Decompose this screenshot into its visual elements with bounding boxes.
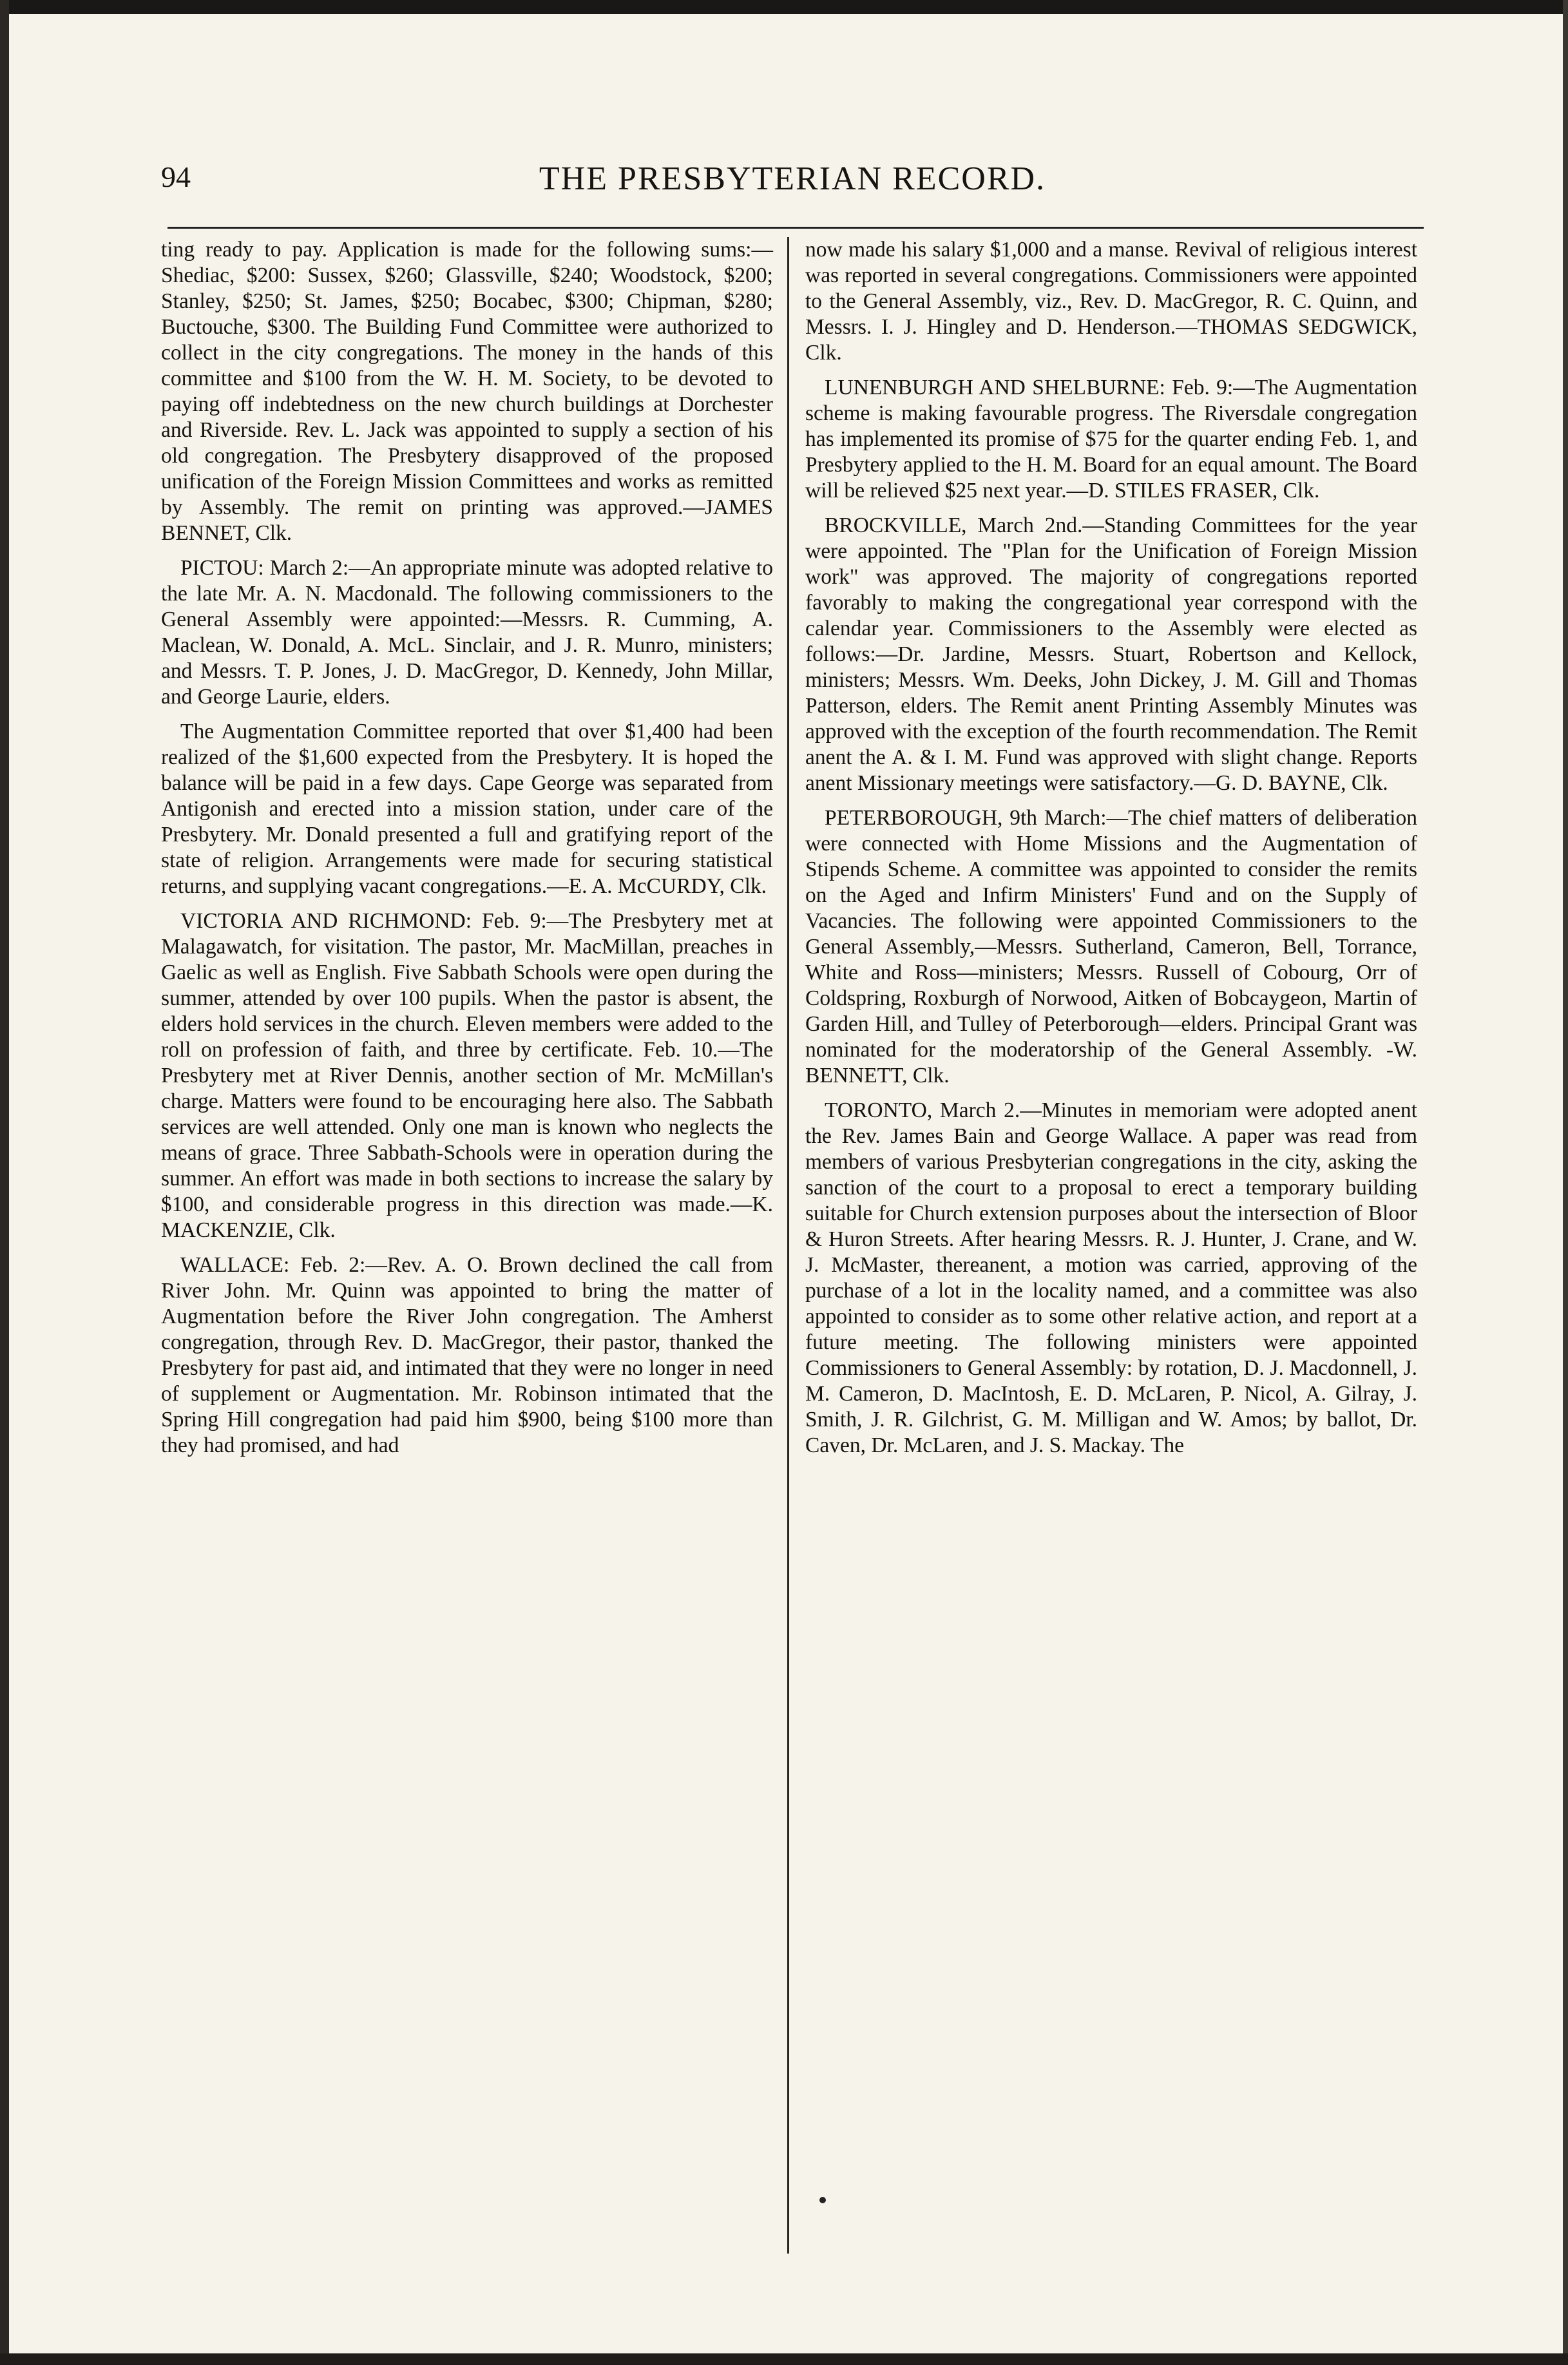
paragraph-continued: ting ready to pay. Application is made for the following sums:—Shediac, $200: Sussex, $260; Glassville, $240; Woodstock, $200; Stanley, $250; St. James, $250; Bocabec, $300; Chipman, $280; Buctouche, $300. The Building Fund Committee were authorized to collect in the city congregations. The money in the hands of this committee and $100 from the W. H. M. Society, to be devoted to paying off indebtedness on the new church buildings at Dorchester and Riverside. Rev. L. Jack was appointed to supply a section of his old congregation. The Presbytery disapproved of the proposed unification of the Foreign Mission Committees and works as remitted by Assembly. The remit on printing was approved.—JAMES BENNET, Clk. [161, 238, 773, 545]
scan-edge-top [0, 0, 1568, 14]
scan-edge-bottom [0, 2353, 1568, 2365]
paragraph-peterborough: PETERBOROUGH, 9th March:—The chief matters of deliberation were connected with Home Missions and the Augmentation of Stipends Scheme. A committee was appointed to consider the remits on the Aged and Infirm Ministers' Fund and on the Supply of Vacancies. The following were appointed Commissioners to the General Assembly,—Messrs. Sutherland, Cameron, Bell, Torrance, White and Ross—ministers; Messrs. Russell of Cobourg, Orr of Coldspring, Roxburgh of Norwood, Aitken of Bobcaygeon, Martin of Garden Hill, and Tulley of Peterborough—elders. Principal Grant was nominated for the moderatorship of the General Assembly. -W. BENNETT, Clk. [805, 806, 1417, 1087]
ink-mark [819, 2197, 826, 2203]
paragraph-wallace-continued: now made his salary $1,000 and a manse. Revival of religious interest was reported in several congregations. Commissioners were appointed to the General Assembly, viz., Rev. D. MacGregor, R. C. Quinn, and Messrs. I. J. Hingley and D. Henderson.—THOMAS SEDGWICK, Clk. [805, 238, 1417, 365]
header-rule [167, 227, 1424, 229]
paragraph-lunenburgh-shelburne: LUNENBURGH AND SHELBURNE: Feb. 9:—The Augmentation scheme is making favourable progress. The Riversdale congregation has implemented its promise of $75 for the quarter ending Feb. 1, and Presbytery applied to the H. M. Board for an equal amount. The Board will be relieved $25 next year.—D. STILES FRASER, Clk. [805, 376, 1417, 503]
column-divider [787, 237, 789, 2254]
running-title: THE PRESBYTERIAN RECORD. [539, 160, 1046, 197]
page-number: 94 [161, 160, 191, 193]
scan-edge-left [0, 0, 9, 2365]
left-column [161, 237, 773, 1468]
text-columns [161, 237, 1424, 2299]
paragraph-victoria-richmond: VICTORIA AND RICHMOND: Feb. 9:—The Presbytery met at Malagawatch, for visitation. The pastor, Mr. MacMillan, preaches in Gaelic as well as English. Five Sabbath Schools were open during the summer, attended by over 100 pupils. When the pastor is absent, the elders hold services in the church. Eleven members were added to the roll on profession of faith, and three by certificate. Feb. 10.—The Presbytery met at River Dennis, another section of Mr. McMillan's charge. Matters were found to be encouraging here also. The Sabbath services are well attended. Only one man is known who neglects the means of grace. Three Sabbath-Schools were in operation during the summer. An effort was made in both sections to increase the salary by $100, and considerable progress in this direction was made.—K. MACKENZIE, Clk. [161, 909, 773, 1242]
document-page [161, 155, 1424, 2332]
scan-edge-right [1563, 0, 1568, 2365]
paragraph-wallace: WALLACE: Feb. 2:—Rev. A. O. Brown declined the call from River John. Mr. Quinn was appointed to bring the matter of Augmentation before the River John congregation. The Amherst congregation, through Rev. D. MacGregor, their pastor, thanked the Presbytery for past aid, and intimated that they were no longer in need of supplement or Augmentation. Mr. Robinson intimated that the Spring Hill congregation had paid him $900, being $100 more than they had promised, and had [161, 1253, 773, 1457]
paragraph-pictou: PICTOU: March 2:—An appropriate minute was adopted relative to the late Mr. A. N. Macdonald. The following commissioners to the General Assembly were appointed:—Messrs. R. Cumming, A. Maclean, W. Donald, A. McL. Sinclair, and J. R. Munro, ministers; and Messrs. T. P. Jones, J. D. MacGregor, D. Kennedy, John Millar, and George Laurie, elders. [161, 556, 773, 709]
page-header [161, 155, 1424, 200]
right-column [805, 237, 1417, 1468]
paragraph-brockville: BROCKVILLE, March 2nd.—Standing Committees for the year were appointed. The "Plan for the Unification of Foreign Mission work" was approved. The majority of congregations reported favorably to making the congregational year correspond with the calendar year. Commissioners to the Assembly were elected as follows:—Dr. Jardine, Messrs. Stuart, Robertson and Kellock, ministers; Messrs. Wm. Deeks, John Dickey, J. M. Gill and Thomas Patterson, elders. The Remit anent Printing Assembly Minutes was approved with the exception of the fourth recommendation. The Remit anent the A. & I. M. Fund was approved with slight change. Reports anent Missionary meetings were satisfactory.—G. D. BAYNE, Clk. [805, 513, 1417, 795]
paragraph-toronto: TORONTO, March 2.—Minutes in memoriam were adopted anent the Rev. James Bain and George Wallace. A paper was read from members of various Presbyterian congregations in the city, asking the sanction of the court to a proposal to erect a temporary building suitable for Church extension purposes about the intersection of Bloor & Huron Streets. After hearing Messrs. R. J. Hunter, J. Crane, and W. J. McMaster, thereanent, a motion was carried, approving of the purchase of a lot in the locality named, and a committee was also appointed to consider as to some other relative action, and report at a future meeting. The following ministers were appointed Commissioners to General Assembly: by rotation, D. J. Macdonnell, J. M. Cameron, D. MacIntosh, E. D. McLaren, P. Nicol, A. Gilray, J. Smith, J. R. Gilchrist, G. M. Milligan and W. Amos; by ballot, Dr. Caven, Dr. McLaren, and J. S. Mackay. The [805, 1098, 1417, 1457]
paragraph-augmentation: The Augmentation Committee reported that over $1,400 had been realized of the $1,600 expected from the Presbytery. It is hoped the balance will be paid in a few days. Cape George was separated from Antigonish and erected into a mission station, under care of the Presbytery. Mr. Donald presented a full and gratifying report of the state of religion. Arrangements were made for securing statistical returns, and supplying vacant congregations.—E. A. McCURDY, Clk. [161, 720, 773, 898]
